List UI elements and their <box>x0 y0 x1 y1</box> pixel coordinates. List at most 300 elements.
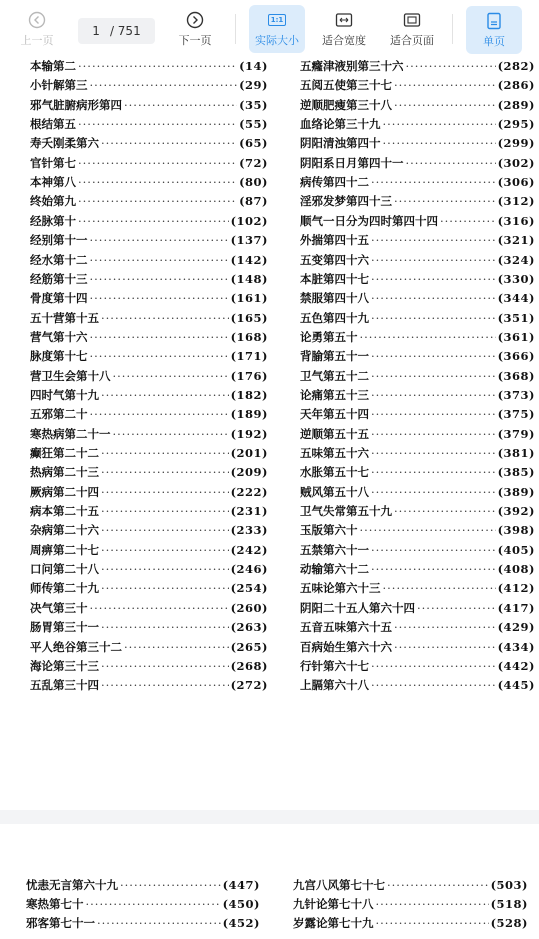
toc-entry <box>30 290 268 306</box>
toc-entry <box>300 426 535 442</box>
chevron-left-circle-icon <box>28 11 46 29</box>
toc-entry-title: 营气第十六 <box>30 329 88 344</box>
toc-entry-page: (242) <box>230 542 268 557</box>
toc-entry-page: (222) <box>230 484 268 499</box>
toc-leader-dots <box>86 896 221 912</box>
toc-entry <box>300 310 535 326</box>
toc-entry-page: (272) <box>230 678 268 693</box>
toc-entry <box>300 484 535 500</box>
toc-leader-dots <box>90 600 229 616</box>
total-pages: / 751 <box>109 24 141 38</box>
toc-entry-title: 五色第四十九 <box>300 310 369 325</box>
toc-leader-dots <box>371 387 496 403</box>
toc-entry-title: 论勇第五十 <box>300 329 358 344</box>
toc-entry <box>30 174 268 190</box>
toc-entry-page: (381) <box>497 446 535 460</box>
toc-entry <box>300 561 535 577</box>
toc-leader-dots <box>90 329 229 345</box>
prev-page-button[interactable] <box>14 5 60 53</box>
toc-entry-title: 营卫生会第十八 <box>30 368 111 383</box>
toc-entry-title: 海论第三十三 <box>30 658 99 673</box>
toc-entry-page: (295) <box>497 117 535 132</box>
toc-entry <box>300 135 535 151</box>
toc-entry-page: (503) <box>490 878 528 892</box>
toc-entry-title: 玉版第六十 <box>300 523 358 538</box>
toc-leader-dots <box>90 232 229 248</box>
toc-entry-page: (171) <box>230 349 268 364</box>
toc-entry-title: 经筋第十三 <box>30 271 88 286</box>
toc-entry <box>300 97 535 113</box>
toc-leader-dots <box>383 580 496 596</box>
toc-entry <box>30 484 268 500</box>
toc-entry-page: (176) <box>230 368 268 383</box>
toc-entry <box>30 193 268 209</box>
toc-entry-page: (299) <box>497 136 535 151</box>
toc-entry-title: 淫邪发梦第四十三 <box>300 194 392 209</box>
toc-entry-title: 岁露论第七十九 <box>293 916 374 931</box>
toc-entry-page: (429) <box>497 620 535 635</box>
toc-entry-title: 阴阳系日月第四十一 <box>300 155 404 170</box>
toc-entry-page: (192) <box>230 426 268 441</box>
toc-entry-title: 外揣第四十五 <box>300 233 369 248</box>
toc-entry-page: (209) <box>230 465 268 480</box>
toc-entry <box>30 639 268 655</box>
toc-entry-page: (366) <box>497 349 535 364</box>
toc-entry-title: 天年第五十四 <box>300 407 369 422</box>
toc-entry-title: 厥病第二十四 <box>30 484 99 499</box>
toc-entry <box>300 658 535 674</box>
toc-entry-page: (344) <box>497 291 535 306</box>
toc-entry-page: (137) <box>230 233 268 248</box>
toc-entry <box>30 213 268 229</box>
toc-leader-dots <box>90 290 229 306</box>
toc-leader-dots <box>371 310 496 326</box>
toc-leader-dots <box>371 271 496 287</box>
toc-entry-title: 脉度第十七 <box>30 349 88 364</box>
toc-leader-dots <box>371 232 496 248</box>
toc-entry-page: (330) <box>497 271 535 286</box>
toc-entry <box>30 77 268 93</box>
toc-entry-page: (306) <box>497 175 535 190</box>
toc-leader-dots <box>90 348 229 364</box>
actual-size-button[interactable] <box>249 5 305 53</box>
toc-entry <box>300 271 535 287</box>
fit-width-button[interactable] <box>316 5 372 53</box>
toc-leader-dots <box>113 368 229 384</box>
toc-entry-page: (14) <box>239 59 268 73</box>
toc-entry-page: (55) <box>239 117 268 132</box>
toc-entry-title: 逆顺第五十五 <box>300 426 369 441</box>
toc-entry <box>300 116 535 132</box>
current-page-input[interactable]: 1 <box>92 24 100 38</box>
single-page-label: 单页 <box>483 34 505 48</box>
toc-leader-dots <box>371 290 496 306</box>
toc-leader-dots <box>371 174 496 190</box>
toc-leader-dots <box>376 896 489 912</box>
toc-leader-dots <box>371 445 496 461</box>
toc-entry <box>300 58 535 74</box>
toc-entry <box>30 387 268 403</box>
toc-entry-page: (35) <box>239 97 268 112</box>
toc-entry <box>30 135 268 151</box>
toc-entry <box>30 600 268 616</box>
single-page-icon <box>485 12 503 30</box>
toc-entry-page: (351) <box>497 310 535 325</box>
toc-entry-page: (450) <box>222 897 260 912</box>
toc-entry-title: 邪客第七十一 <box>26 916 95 931</box>
toc-leader-dots <box>371 484 496 500</box>
toc-leader-dots <box>120 877 221 893</box>
toc-entry <box>300 503 535 519</box>
toc-leader-dots <box>101 522 229 538</box>
toc-entry-title: 小针解第三 <box>30 78 88 93</box>
toc-leader-dots <box>371 252 496 268</box>
single-page-button[interactable] <box>466 6 522 54</box>
toc-entry <box>300 387 535 403</box>
toc-entry-title: 五邪第二十 <box>30 407 88 422</box>
toc-entry-title: 师传第二十九 <box>30 581 99 596</box>
toc-leader-dots <box>371 426 496 442</box>
toc-entry-title: 顺气一日分为四时第四十四 <box>300 213 438 228</box>
toc-entry-page: (518) <box>490 897 528 912</box>
next-page-label: 下一页 <box>178 33 212 47</box>
toc-entry-page: (231) <box>230 504 268 519</box>
toc-entry <box>30 310 268 326</box>
toolbar-divider <box>452 14 453 44</box>
toc-entry-page: (368) <box>497 368 535 383</box>
toc-leader-dots <box>124 639 229 655</box>
toc-entry <box>30 116 268 132</box>
toc-entry-title: 本输第二 <box>30 59 76 73</box>
toc-entry-page: (265) <box>230 639 268 654</box>
toc-leader-dots <box>101 445 229 461</box>
toc-entry-page: (316) <box>497 213 535 228</box>
toc-leader-dots <box>417 600 496 616</box>
toc-entry-title: 癫狂第二十二 <box>30 446 99 460</box>
toc-entry <box>300 464 535 480</box>
toc-entry <box>30 426 268 442</box>
toc-entry-title: 阴阳清浊第四十 <box>300 136 381 151</box>
toc-entry-title: 卫气失常第五十九 <box>300 504 392 519</box>
toc-leader-dots <box>101 484 229 500</box>
toc-entry-page: (80) <box>239 175 268 190</box>
toc-entry <box>300 639 535 655</box>
toc-entry <box>30 155 268 171</box>
toc-entry-page: (165) <box>230 310 268 325</box>
toc-entry-page: (385) <box>497 465 535 480</box>
toc-entry-page: (417) <box>497 600 535 615</box>
toc-entry-page: (361) <box>497 329 535 344</box>
toc-entry-page: (254) <box>230 581 268 596</box>
toc-entry-page: (29) <box>239 78 268 93</box>
toc-entry-page: (445) <box>497 678 535 693</box>
toc-entry-page: (324) <box>497 252 535 267</box>
toc-leader-dots <box>440 213 496 229</box>
toc-entry-title: 邪气脏腑病形第四 <box>30 97 122 112</box>
toc-entry <box>300 213 535 229</box>
toc-entry <box>293 877 528 893</box>
toc-entry-title: 背腧第五十一 <box>300 349 369 364</box>
toc-entry-page: (312) <box>497 194 535 209</box>
toc-entry-page: (148) <box>230 271 268 286</box>
toc-entry <box>26 877 260 893</box>
toc-leader-dots <box>90 252 229 268</box>
toc-leader-dots <box>394 77 496 93</box>
toc-entry-page: (412) <box>497 581 535 596</box>
toc-leader-dots <box>97 915 221 931</box>
toc-entry-page: (233) <box>230 523 268 538</box>
toc-entry <box>300 174 535 190</box>
toc-leader-dots <box>101 464 229 480</box>
toc-entry-title: 忧恚无言第六十九 <box>26 878 118 892</box>
toc-entry-title: 血络论第三十九 <box>300 117 381 132</box>
toc-entry <box>30 232 268 248</box>
toc-entry-title: 逆顺肥瘦第三十八 <box>300 97 392 112</box>
fit-width-label: 适合宽度 <box>322 33 366 47</box>
actual-size-label: 实际大小 <box>255 33 299 47</box>
toc-entry-page: (405) <box>497 542 535 557</box>
toc-entry-title: 决气第三十 <box>30 600 88 615</box>
toc-entry-page: (102) <box>230 213 268 228</box>
toc-entry-title: 口问第二十八 <box>30 562 99 577</box>
toc-entry-title: 百病始生第六十六 <box>300 639 392 654</box>
toc-leader-dots <box>371 561 496 577</box>
toc-entry <box>300 329 535 345</box>
toc-entry-page: (379) <box>497 426 535 441</box>
toc-entry-title: 热病第二十三 <box>30 465 99 480</box>
toc-entry-page: (142) <box>230 252 268 267</box>
toc-entry-page: (168) <box>230 329 268 344</box>
toc-entry <box>30 580 268 596</box>
toc-entry <box>300 406 535 422</box>
toc-entry-title: 骨度第十四 <box>30 291 88 306</box>
toc-entry-title: 上膈第六十八 <box>300 678 369 693</box>
toc-leader-dots <box>101 619 229 635</box>
toc-leader-dots <box>371 542 496 558</box>
toc-entry-title: 寿夭刚柔第六 <box>30 136 99 151</box>
toc-leader-dots <box>394 619 496 635</box>
toc-leader-dots <box>101 658 229 674</box>
toc-entry <box>30 677 268 693</box>
toc-entry-page: (442) <box>497 658 535 673</box>
toc-entry <box>300 522 535 538</box>
toc-entry <box>30 97 268 113</box>
toc-entry-page: (528) <box>490 916 528 931</box>
toc-entry-page: (373) <box>497 387 535 402</box>
toc-entry-title: 寒热第七十 <box>26 897 84 912</box>
toc-entry-title: 禁服第四十八 <box>300 291 369 306</box>
toc-entry-title: 九宫八风第七十七 <box>293 878 385 892</box>
toc-entry <box>30 58 268 74</box>
toc-leader-dots <box>124 97 237 113</box>
toc-entry-title: 水胀第五十七 <box>300 465 369 480</box>
toc-leader-dots <box>78 213 229 229</box>
toc-entry-page: (282) <box>497 59 535 73</box>
toc-leader-dots <box>78 58 237 74</box>
toc-leader-dots <box>360 522 496 538</box>
toc-entry-title: 经水第十二 <box>30 252 88 267</box>
toc-leader-dots <box>394 639 496 655</box>
next-page-button[interactable] <box>172 5 218 53</box>
toc-entry-title: 终始第九 <box>30 194 76 209</box>
toc-entry-title: 五音五味第六十五 <box>300 620 392 635</box>
toc-entry-title: 寒热病第二十一 <box>30 426 111 441</box>
toc-leader-dots <box>371 406 496 422</box>
toc-entry <box>300 619 535 635</box>
toc-entry-title: 四时气第十九 <box>30 387 99 402</box>
fit-width-icon <box>335 11 353 29</box>
toc-entry <box>300 232 535 248</box>
toc-entry <box>30 561 268 577</box>
toc-leader-dots <box>383 116 496 132</box>
toc-entry <box>30 464 268 480</box>
toc-entry <box>300 580 535 596</box>
viewer-toolbar <box>0 0 539 58</box>
toc-leader-dots <box>101 542 229 558</box>
toc-entry-page: (260) <box>230 600 268 615</box>
toc-entry <box>30 522 268 538</box>
toc-leader-dots <box>360 329 496 345</box>
toc-entry-title: 五味第五十六 <box>300 446 369 460</box>
toc-leader-dots <box>101 677 229 693</box>
toc-entry-title: 卫气第五十二 <box>300 368 369 383</box>
toc-entry <box>30 406 268 422</box>
toc-entry <box>30 271 268 287</box>
toc-leader-dots <box>394 193 496 209</box>
toolbar-divider <box>235 14 236 44</box>
toc-leader-dots <box>101 580 229 596</box>
actual-size-icon: 1:1 <box>268 11 286 29</box>
toc-leader-dots <box>371 348 496 364</box>
toc-entry-title: 杂病第二十六 <box>30 523 99 538</box>
toc-entry <box>300 252 535 268</box>
toc-entry-title: 五变第四十六 <box>300 252 369 267</box>
toc-leader-dots <box>101 387 229 403</box>
toc-entry <box>300 193 535 209</box>
fit-page-label: 适合页面 <box>390 33 434 47</box>
toc-entry <box>30 348 268 364</box>
toc-entry-page: (201) <box>230 446 268 460</box>
toc-entry <box>30 503 268 519</box>
toc-leader-dots <box>101 310 229 326</box>
toc-leader-dots <box>101 135 237 151</box>
toc-entry-page: (447) <box>222 878 260 892</box>
toc-entry-title: 阴阳二十五人第六十四 <box>300 600 415 615</box>
toc-entry-title: 五癃津液别第三十六 <box>300 59 404 73</box>
toc-entry <box>30 368 268 384</box>
toc-entry-page: (246) <box>230 562 268 577</box>
toc-entry-title: 论痛第五十三 <box>300 387 369 402</box>
fit-page-icon <box>403 11 421 29</box>
toc-entry-title: 本脏第四十七 <box>300 271 369 286</box>
toc-leader-dots <box>406 155 496 171</box>
toc-entry <box>30 542 268 558</box>
toc-entry-title: 肠胃第三十一 <box>30 620 99 635</box>
toc-entry-page: (65) <box>239 136 268 151</box>
toc-leader-dots <box>90 271 229 287</box>
toc-entry <box>293 915 528 931</box>
toc-leader-dots <box>376 915 489 931</box>
document-page-1 <box>0 58 539 810</box>
toc-entry <box>293 896 528 912</box>
toc-entry-page: (398) <box>497 523 535 538</box>
prev-page-label: 上一页 <box>20 33 54 47</box>
toc-entry-title: 官针第七 <box>30 155 76 170</box>
toc-entry-title: 九针论第七十八 <box>293 897 374 912</box>
toc-entry <box>300 77 535 93</box>
toc-entry <box>30 252 268 268</box>
toc-entry-page: (434) <box>497 639 535 654</box>
toc-entry <box>300 542 535 558</box>
toc-entry-page: (182) <box>230 387 268 402</box>
toc-entry <box>30 445 268 461</box>
toc-entry-page: (389) <box>497 484 535 499</box>
toc-entry-title: 病传第四十二 <box>300 175 369 190</box>
toc-leader-dots <box>78 174 237 190</box>
toc-leader-dots <box>101 503 229 519</box>
toc-leader-dots <box>394 503 496 519</box>
toc-entry-title: 平人绝谷第三十二 <box>30 639 122 654</box>
toc-entry <box>300 445 535 461</box>
toc-entry-title: 五阅五使第三十七 <box>300 78 392 93</box>
toc-entry-page: (72) <box>239 155 268 170</box>
toc-leader-dots <box>387 877 489 893</box>
toc-entry <box>300 155 535 171</box>
toc-leader-dots <box>78 116 237 132</box>
toc-leader-dots <box>394 97 496 113</box>
toc-entry-page: (321) <box>497 233 535 248</box>
toc-entry-title: 本神第八 <box>30 175 76 190</box>
toc-entry-title: 五禁第六十一 <box>300 542 369 557</box>
toc-entry <box>30 329 268 345</box>
toc-entry <box>30 658 268 674</box>
toc-leader-dots <box>101 561 229 577</box>
toc-entry-page: (286) <box>497 78 535 93</box>
toc-entry <box>26 896 260 912</box>
toc-entry-title: 贼风第五十八 <box>300 484 369 499</box>
toc-entry-title: 五十营第十五 <box>30 310 99 325</box>
toc-leader-dots <box>406 58 496 74</box>
toc-leader-dots <box>78 155 237 171</box>
toc-entry-page: (392) <box>497 504 535 519</box>
toc-leader-dots <box>78 193 237 209</box>
toc-entry-title: 根结第五 <box>30 117 76 132</box>
toc-entry <box>26 915 260 931</box>
toc-entry-title: 五味论第六十三 <box>300 581 381 596</box>
toc-entry <box>300 290 535 306</box>
toc-entry-title: 行针第六十七 <box>300 658 369 673</box>
toc-entry-page: (408) <box>497 562 535 577</box>
toc-entry-title: 经脉第十 <box>30 213 76 228</box>
toc-entry-page: (87) <box>239 194 268 209</box>
toc-entry-title: 动输第六十二 <box>300 562 369 577</box>
document-page-2 <box>0 824 539 939</box>
toc-entry-page: (375) <box>497 407 535 422</box>
toc-entry-page: (263) <box>230 620 268 635</box>
toc-entry <box>300 600 535 616</box>
toc-leader-dots <box>113 426 229 442</box>
toc-entry-page: (268) <box>230 658 268 673</box>
toc-leader-dots <box>371 658 496 674</box>
toc-leader-dots <box>90 77 238 93</box>
toc-leader-dots <box>383 135 496 151</box>
fit-page-button[interactable] <box>384 5 440 53</box>
toc-entry-title: 五乱第三十四 <box>30 678 99 693</box>
toc-entry-title: 病本第二十五 <box>30 504 99 519</box>
toc-entry-page: (289) <box>497 97 535 112</box>
page-number-box[interactable] <box>78 18 155 44</box>
toc-leader-dots <box>371 677 496 693</box>
